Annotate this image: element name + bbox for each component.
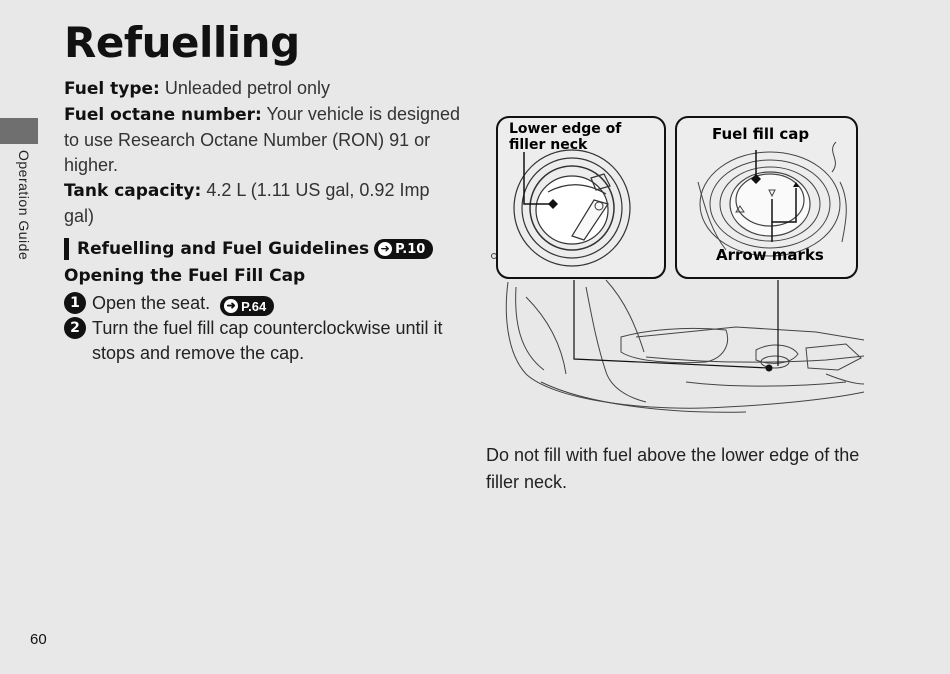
spec-tank-capacity [64, 178, 464, 229]
spec-octane [64, 102, 464, 178]
side-tab-marker [0, 118, 38, 144]
pivot-icon [492, 254, 497, 259]
heading-bar [64, 238, 69, 260]
spec-label: Fuel type: [64, 79, 160, 99]
side-section-label: Operation Guide [16, 150, 32, 261]
filler-callout-line [574, 280, 769, 368]
spec-label: Fuel octane number: [64, 105, 262, 125]
fuel-cap-illustration [486, 112, 868, 420]
guidelines-page-ref-link[interactable] [374, 239, 433, 259]
guidelines-label: Refuelling and Fuel Guidelines [77, 239, 370, 259]
spec-label: Tank capacity: [64, 181, 202, 201]
spec-value: 4.2 L (1.11 US gal, 0.92 Imp gal) [64, 180, 430, 226]
arrow-right-icon: ➜ [378, 242, 392, 256]
ref-text: P.64 [241, 298, 267, 314]
step-text: Turn the fuel fill cap counterclockwise until it stops and remove the cap. [92, 318, 443, 363]
step-1 [64, 291, 459, 316]
open-seat-page-ref-link[interactable] [220, 296, 274, 316]
scooter-body-drawing [506, 280, 864, 412]
step-number-1: 1 [64, 292, 86, 314]
label-fuel-fill-cap: Fuel fill cap [712, 125, 810, 143]
step-2 [64, 316, 459, 366]
spec-fuel-type [64, 76, 464, 102]
page-number: 60 [30, 631, 47, 648]
spec-value: Your vehicle is designed to use Research Octane Number (RON) 91 or higher. [64, 104, 461, 175]
opening-heading: Opening the Fuel Fill Cap [64, 266, 306, 286]
label-filler-neck-line2: filler neck [509, 137, 588, 153]
label-filler-neck-line1: Lower edge of [509, 121, 622, 137]
label-arrow-marks: Arrow marks [716, 246, 824, 264]
ref-text: P.10 [395, 241, 426, 257]
illustration-caption: Do not fill with fuel above the lower edge of the filler neck. [486, 445, 860, 492]
callout-dot-icon [766, 365, 773, 372]
page-title: Refuelling [64, 18, 300, 67]
step-text: Open the seat. [92, 293, 211, 313]
guidelines-heading [64, 238, 433, 260]
step-number-2: 2 [64, 317, 86, 339]
arrow-right-icon: ➜ [224, 299, 238, 313]
spec-value: Unleaded petrol only [164, 78, 330, 98]
